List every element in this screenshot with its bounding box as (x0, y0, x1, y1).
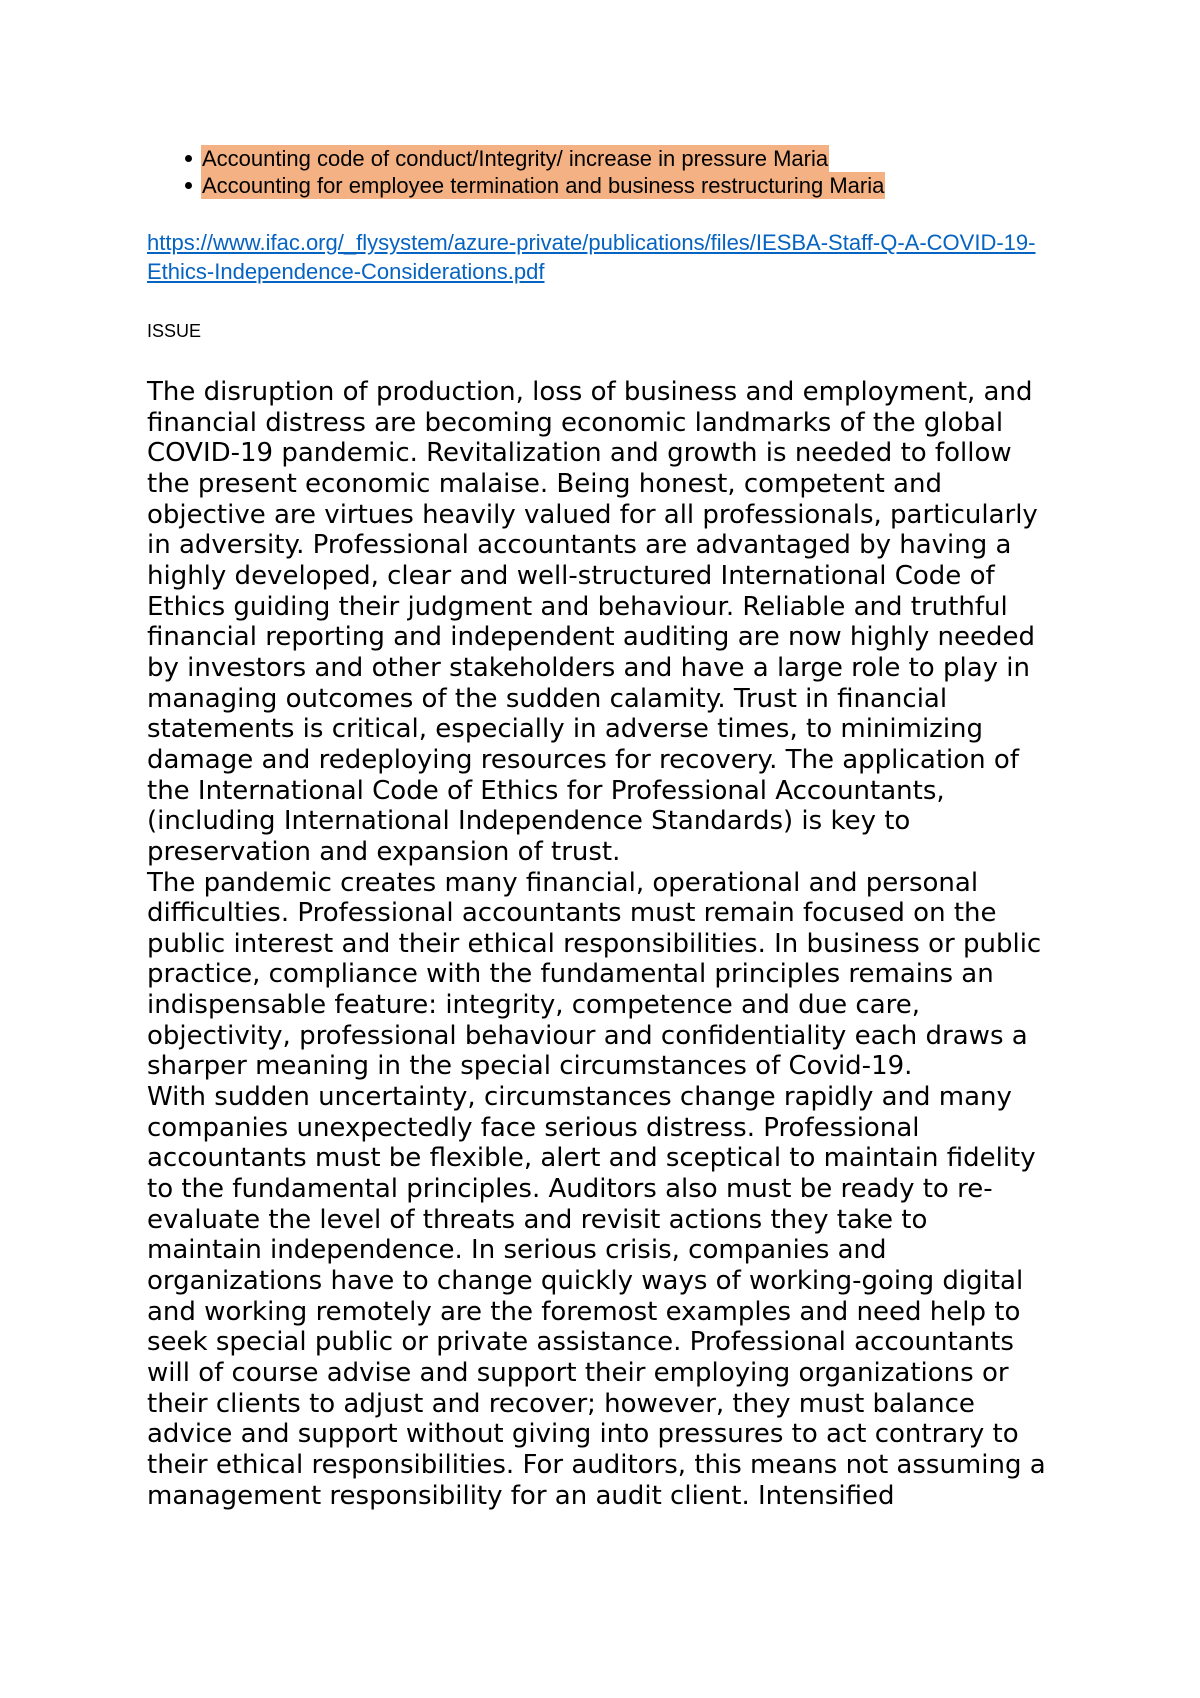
hyperlink-line[interactable]: https://www.ifac.org/_flysystem/azure-private/publications/files/IESBA-Staff-Q-A-COVID-19- (147, 230, 1036, 255)
body-text-line: the International Code of Ethics for Professional Accountants, (147, 775, 945, 806)
body-text-line: managing outcomes of the sudden calamity. Trust in financial (147, 683, 948, 714)
body-paragraph (147, 1082, 1187, 1511)
ifac-hyperlink[interactable] (147, 228, 1035, 286)
body-text-line: their clients to adjust and recover; however, they must balance (147, 1388, 975, 1419)
body-text-line: preservation and expansion of trust. (147, 836, 621, 867)
body-text-line: objectivity, professional behaviour and confidentiality each draws a (147, 1020, 1028, 1051)
highlighted-bullet-text: Accounting code of conduct/Integrity/ increase in pressure Maria (202, 145, 829, 171)
bullet-icon (185, 182, 192, 189)
body-text-line: financial reporting and independent auditing are now highly needed (147, 622, 1035, 653)
body-text-line: by investors and other stakeholders and have a large role to play in (147, 652, 1030, 683)
body-text-line: difficulties. Professional accountants must remain focused on the (147, 898, 997, 929)
body-text-line: to the fundamental principles. Auditors also must be ready to re- (147, 1174, 993, 1205)
body-text-line: will of course advise and support their employing organizations or (147, 1358, 1009, 1388)
body-text-line: damage and redeploying resources for recovery. The application of (147, 744, 1019, 775)
body-text-line: sharper meaning in the special circumstances of Covid-19. (147, 1051, 913, 1082)
body-text-line: financial distress are becoming economic landmarks of the global (147, 407, 1004, 438)
body-text-line: (including International Independence Standards) is key to (147, 806, 911, 837)
body-text-line: accountants must be flexible, alert and sceptical to maintain fidelity (147, 1143, 1036, 1174)
body-text-line: With sudden uncertainty, circumstances change rapidly and many (147, 1082, 1012, 1113)
body-text-line: COVID-19 pandemic. Revitalization and growth is needed to follow (147, 438, 1012, 469)
hyperlink-line[interactable]: Ethics-Independence-Considerations.pdf (147, 259, 545, 284)
body-text-line: The pandemic creates many financial, operational and personal (147, 867, 979, 898)
bullet-icon (185, 155, 192, 162)
body-text-line: objective are virtues heavily valued for all professionals, particularly (147, 499, 1038, 530)
body-text-line: The disruption of production, loss of business and employment, and (147, 377, 1033, 407)
bullet-list-item (0, 145, 1200, 172)
body-text-line: highly developed, clear and well-structured International Code of (147, 560, 995, 591)
body-text-line: their ethical responsibilities. For auditors, this means not assuming a (147, 1449, 1046, 1480)
body-text-line: Ethics guiding their judgment and behaviour. Reliable and truthful (147, 591, 1008, 622)
body-text-line: indispensable feature: integrity, competence and due care, (147, 990, 921, 1021)
body-text-line: advice and support without giving into pressures to act contrary to (147, 1419, 1019, 1450)
body-text-line: companies unexpectedly face serious distress. Professional (147, 1112, 920, 1143)
bullet-list-item (0, 172, 1200, 199)
body-text-line: management responsibility for an audit client. Intensified (147, 1480, 895, 1511)
body-text-line: the present economic malaise. Being honest, competent and (147, 468, 942, 499)
section-heading: ISSUE (147, 321, 202, 341)
body-paragraph (147, 868, 1187, 1083)
body-text-line: and working remotely are the foremost examples and need help to (147, 1296, 1021, 1327)
body-text-line: in adversity. Professional accountants are advantaged by having a (147, 530, 1012, 561)
body-text-line: seek special public or private assistance. Professional accountants (147, 1327, 1014, 1358)
body-text (147, 377, 1187, 1511)
body-text-line: maintain independence. In serious crisis, companies and (147, 1235, 887, 1266)
body-text-line: organizations have to change quickly ways of working-going digital (147, 1266, 1024, 1297)
body-text-line: evaluate the level of threats and revisit actions they take to (147, 1204, 928, 1235)
body-text-line: public interest and their ethical responsibilities. In business or public (147, 928, 1042, 959)
body-text-line: practice, compliance with the fundamental principles remains an (147, 959, 994, 990)
body-text-line: statements is critical, especially in adverse times, to minimizing (147, 714, 984, 745)
body-paragraph (147, 377, 1187, 868)
highlighted-bullet-text: Accounting for employee termination and business restructuring Maria (202, 172, 885, 198)
